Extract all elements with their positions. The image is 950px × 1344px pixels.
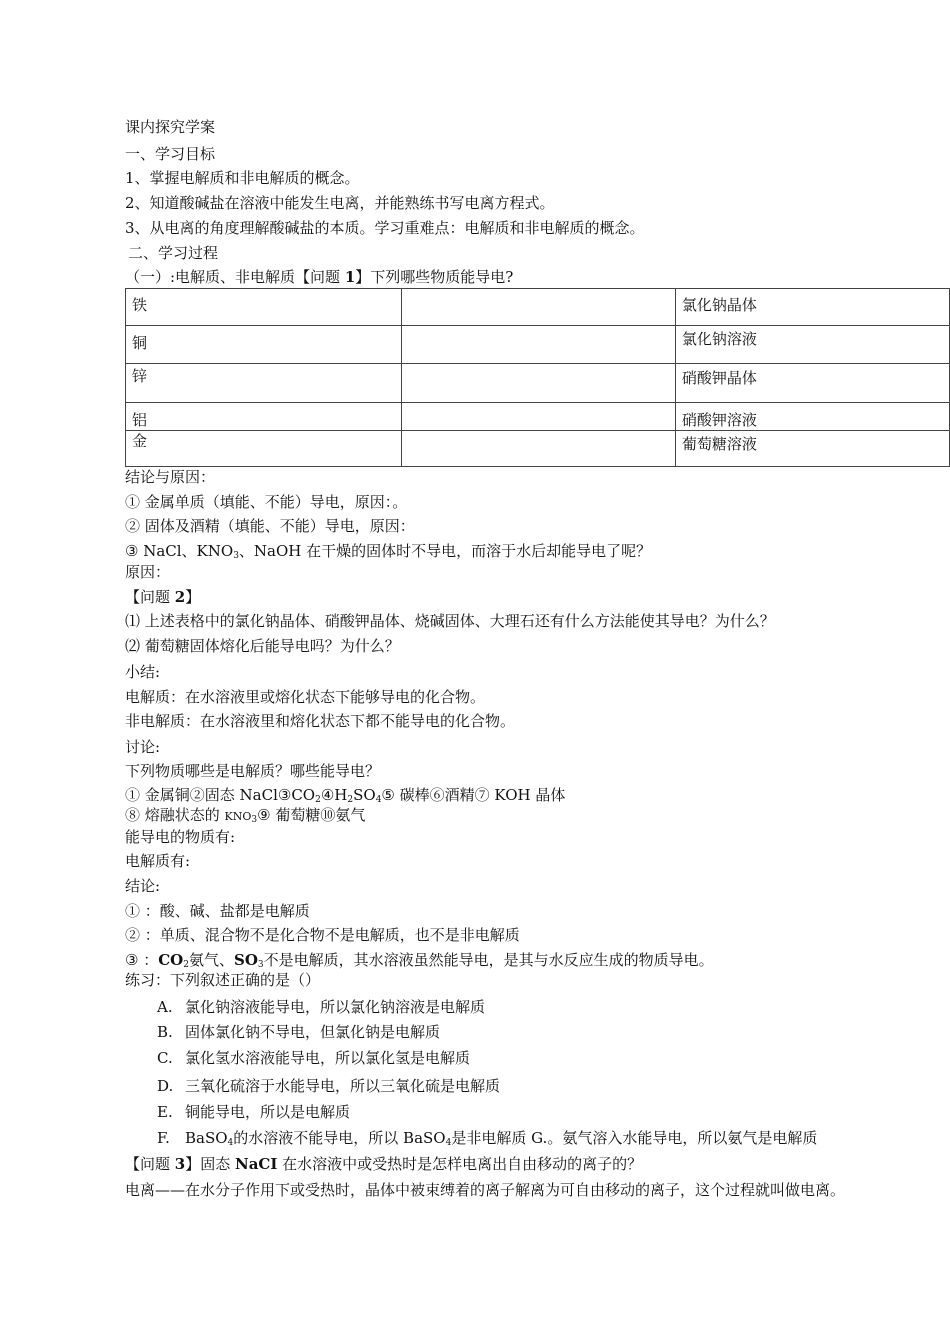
substance-list-1: ① 金属铜②固态 $NaCl③CO_2④H_2SO_4⑤$ 碳棒⑥酒精⑦ KOH 晶体 <box>125 786 566 805</box>
discussion-heading: 讨论: <box>125 738 161 756</box>
question-1-heading: （一）:电解质、非电解质【问题 1】下列哪些物质能导电? <box>125 268 514 286</box>
table-row <box>126 431 950 467</box>
table-cell: 硝酸钾晶体 <box>675 364 949 403</box>
table-cell: 铝 <box>126 403 402 431</box>
table-cell <box>402 289 676 326</box>
exercise-heading: 练习：下列叙述正确的是（） <box>125 971 321 989</box>
exercise-option-f: F. BaSO$_4$的水溶液不能导电，所以 BaSO$_4$是非电解质 G.。氨气溶入水能导电，所以氨气是电解质 <box>157 1129 818 1148</box>
table-cell: 铜 <box>126 326 402 364</box>
conclusion-2: ② 固体及酒精（填能、不能）导电，原因： <box>125 517 415 535</box>
conductivity-table <box>125 288 950 467</box>
exercise-option-a: A. 氯化钠溶液能导电，所以氯化钠溶液是电解质 <box>157 998 486 1016</box>
page-title: 课内探究学案 <box>125 118 216 136</box>
table-row <box>126 364 950 403</box>
conductive-substances-label: 能导电的物质有: <box>125 828 236 846</box>
table-row <box>126 326 950 364</box>
table-cell: 铁 <box>126 289 402 326</box>
question-2-part-1: ⑴ 上述表格中的氯化钠晶体、硝酸钾晶体、烧碱固体、大理石还有什么方法能使其导电？为什么？ <box>125 612 775 630</box>
question-2-heading: 【问题 2】 <box>125 588 201 606</box>
substance-list-2: ⑧ 熔融状态的 $KNO_3⑨$ 葡萄糖⑩氨气 <box>125 806 366 825</box>
exercise-option-b: B. 固体氯化钠不导电，但氯化钠是电解质 <box>157 1023 441 1041</box>
conclusion2-3: ③ ：$CO_2$氨气、$SO_3$不是电解质，其水溶液虽然能导电，是其与水反应生成的物质导电。 <box>125 951 714 970</box>
discussion-question: 下列物质哪些是电解质？哪些能导电？ <box>125 762 381 780</box>
table-cell <box>402 326 676 364</box>
conclusion2-heading: 结论: <box>125 877 161 895</box>
conclusion2-2: ② ：单质、混合物不是化合物不是电解质，也不是非电解质 <box>125 926 520 944</box>
electrolyte-definition: 电解质：在水溶液里或熔化状态下能够导电的化合物。 <box>125 688 486 706</box>
conclusion-3: ③ NaCl、$KNO_3$、NaOH 在干燥的固体时不导电，而溶于水后却能导电了呢？ <box>125 542 652 561</box>
section-heading-process: 二、学习过程 <box>128 244 219 262</box>
table-cell: 氯化钠溶液 <box>675 326 949 364</box>
section-heading-objectives: 一、学习目标 <box>125 145 216 163</box>
exercise-option-d: D. 三氧化硫溶于水能导电，所以三氧化硫是电解质 <box>157 1077 501 1095</box>
conclusion-heading: 结论与原因： <box>125 468 216 486</box>
conclusion-1: ① 金属单质（填能、不能）导电，原因：。 <box>125 493 408 511</box>
exercise-option-e: E. 铜能导电，所以是电解质 <box>157 1103 351 1121</box>
table-row <box>126 289 950 326</box>
reason-label: 原因： <box>125 563 171 581</box>
objective-1: 1、掌握电解质和非电解质的概念。 <box>125 169 360 187</box>
objective-3: 3、从电离的角度理解酸碱盐的本质。学习重难点：电解质和非电解质的概念。 <box>125 219 645 237</box>
table-row <box>126 403 950 431</box>
table-cell: 金 <box>126 431 402 467</box>
exercise-option-c: C. 氯化氢水溶液能导电，所以氯化氢是电解质 <box>157 1049 471 1067</box>
table-cell: 硝酸钾溶液 <box>675 403 949 431</box>
question-3-heading: 【问题 3】固态 NaCI 在水溶液中或受热时是怎样电离出自由移动的离子的？ <box>125 1155 643 1173</box>
table-cell <box>402 403 676 431</box>
summary-heading: 小结: <box>125 663 161 681</box>
electrolytes-label: 电解质有: <box>125 852 191 870</box>
table-cell <box>402 364 676 403</box>
table-cell <box>402 431 676 467</box>
conclusion2-1: ① ：酸、碱、盐都是电解质 <box>125 902 310 920</box>
ionization-definition: 电离——在水分子作用下或受热时，晶体中被束缚着的离子解离为可自由移动的离子，这个过程就叫做电离。 <box>125 1181 846 1199</box>
table-cell: 葡萄糖溶液 <box>675 431 949 467</box>
table-cell: 锌 <box>126 364 402 403</box>
table-cell: 氯化钠晶体 <box>675 289 949 326</box>
question-2-part-2: ⑵ 葡萄糖固体熔化后能导电吗？为什么？ <box>125 637 400 655</box>
objective-2: 2、知道酸碱盐在溶液中能发生电离，并能熟练书写电离方程式。 <box>125 194 555 212</box>
nonelectrolyte-definition: 非电解质：在水溶液里和熔化状态下都不能导电的化合物。 <box>125 712 516 730</box>
